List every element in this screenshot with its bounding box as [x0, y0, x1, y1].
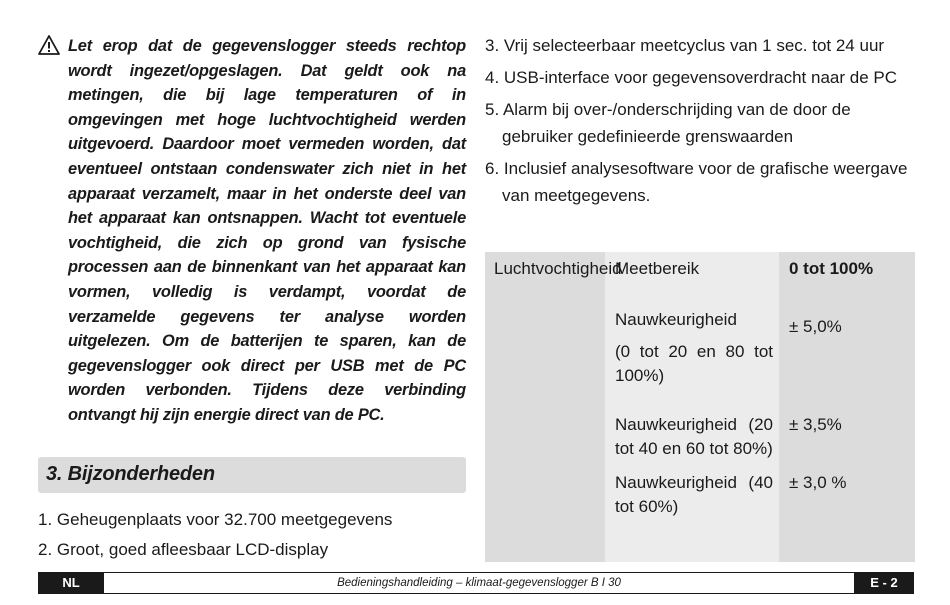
list-item: 2. Groot, goed afleesbaar LCD-display	[38, 540, 329, 559]
specifications-table	[485, 252, 915, 562]
feature-list-right	[485, 32, 917, 214]
table-column-parameter	[485, 252, 622, 562]
footer-language-tab: NL	[38, 572, 104, 594]
warning-text: Let erop dat de gegevenslogger steeds rechtop wordt ingezet/opgeslagen. Dat geldt ook na metingen, die bij lage temperaturen of in omgevingen met hoge luchtvochtigheid werden uitgevoerd. Daardoor moet vermeden worden, dat eventueel ontstaan condenswater zich niet in het apparaat verzamelt, maar in het onderste deel van het apparaat kan ontsnappen. Wacht tot eventuele vochtigheid, die zich op grond van fysische processen aan de binnenkant van het apparaat kan vormen, volledig is verdampt, voordat de verzamelde gegevens ter analyse worden uitgelezen. Om de batterijen te sparen, kan de gegevenslogger ook direct per USB met de PC worden verbonden. Tijdens deze verbinding ontvangt hij zijn energie direct van de PC.	[68, 37, 466, 424]
list-item: 6. Inclusief analysesoftware voor de grafische weergave van meetgegevens.	[485, 159, 908, 205]
list-item: 1. Geheugenplaats voor 32.700 meetgegevens	[38, 510, 393, 529]
warning-triangle-icon	[38, 34, 60, 56]
table-acc3-value: ± 3,0 %	[789, 473, 847, 492]
warning-block	[38, 34, 466, 428]
table-acc1-value: ± 5,0%	[789, 317, 842, 336]
footer-title: Bedieningshandleiding – klimaat-gegevenslogger B I 30	[104, 572, 854, 594]
page-footer	[38, 572, 914, 594]
list-item: 3. Vrij selecteerbaar meetcyclus van 1 sec. tot 24 uur	[485, 36, 885, 55]
table-param-label: Luchtvochtigheid	[494, 259, 622, 278]
table-acc3-label: Nauwkeurigheid (40 tot 60%)	[615, 473, 773, 516]
list-item: 4. USB-interface voor gegevensoverdracht naar de PC	[485, 68, 898, 87]
table-acc1-condition: (0 tot 20 en 80 tot 100%)	[615, 342, 773, 385]
footer-page-number: E - 2	[854, 572, 914, 594]
table-column-value	[779, 252, 915, 562]
section-heading-bar	[38, 457, 466, 493]
table-range-label: Meetbereik	[615, 259, 700, 278]
table-acc2-value: ± 3,5%	[789, 415, 842, 434]
table-acc1-label: Nauwkeurigheid	[615, 310, 737, 329]
section-title: 3. Bijzonderheden	[46, 463, 215, 485]
table-acc2-label: Nauwkeurigheid (20 tot 40 en 60 tot 80%)	[615, 415, 773, 458]
warning-paragraph	[38, 34, 466, 428]
table-range-value: 0 tot 100%	[789, 259, 874, 278]
list-item: 5. Alarm bij over-/onderschrijding van de door de gebruiker gedefinieerde grenswaarden	[485, 100, 851, 146]
feature-list-left	[38, 506, 468, 566]
